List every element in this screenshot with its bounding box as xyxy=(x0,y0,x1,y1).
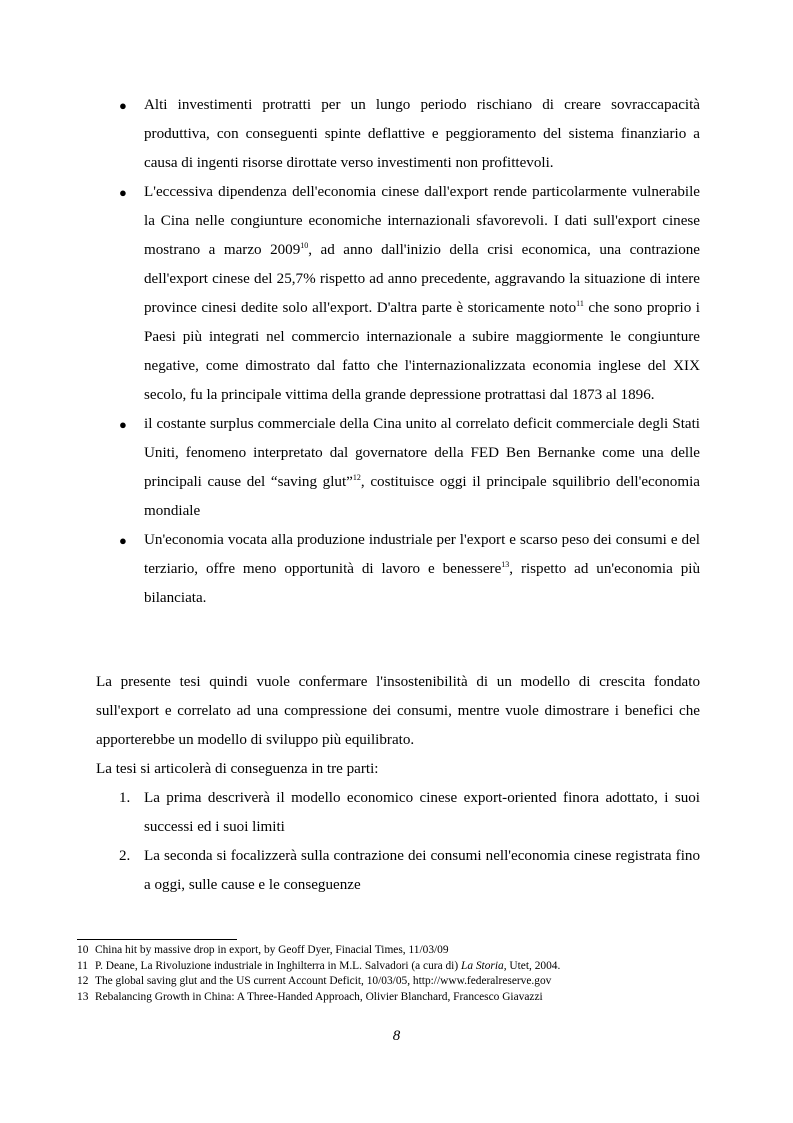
list-number: 2. xyxy=(119,848,131,864)
bullet-text: , costituisce oggi il principale squilibrio dell'economia mondiale xyxy=(144,474,700,519)
footnote-number: 10 xyxy=(77,944,89,956)
footnote-number: 12 xyxy=(77,975,89,988)
bullet-text: L'eccessiva dipendenza dell'economia cinese dall'export rende particolarmente vulnerabile la Cina nelle congiunture economiche internazionali sfavorevoli. I dati sull'export cinese mostrano a marzo 2009 xyxy=(144,184,700,258)
footnote xyxy=(77,990,717,1006)
footnote-text: Rebalancing Growth in China: A Three-Handed Approach, Olivier Blanchard, Francesco Giavazzi xyxy=(95,990,543,1003)
bullet-text: Un'economia vocata alla produzione industriale per l'export e scarso peso dei consumi e del terziario, offre meno opportunità di lavoro e benessere xyxy=(144,532,700,577)
footnote xyxy=(77,959,717,975)
footnote-number: 13 xyxy=(77,990,89,1003)
list-item xyxy=(119,784,700,842)
list-item xyxy=(119,91,700,178)
bullet-icon: ● xyxy=(119,533,127,548)
list-item-text: La seconda si focalizzerà sulla contrazione dei consumi nell'economia cinese registrata fino a oggi, sulle cause e le conseguenze xyxy=(144,848,700,893)
bullet-text: , rispetto ad un'economia più bilanciata. xyxy=(144,561,700,606)
footnote xyxy=(77,943,717,959)
bullet-text: Alti investimenti protratti per un lungo periodo rischiano di creare sovraccapacità produttiva, con conseguenti spinte deflattive e peggioramento del sistema finanziario a causa di ingenti risorse dirottate verso investimenti non profittevoli. xyxy=(144,97,700,171)
list-item xyxy=(119,178,701,410)
numbered-list xyxy=(119,784,700,900)
list-item-text: La prima descriverà il modello economico cinese export-oriented finora adottato, i suoi successi ed i suoi limiti xyxy=(144,790,700,835)
footnote-text: , Utet, 2004. xyxy=(503,959,561,972)
bullet-icon: ● xyxy=(119,185,127,200)
bullet-text: , ad anno dall'inizio della crisi economica, una contrazione dell'export cinese del 25,7% rispetto ad anno precedente, aggravando la situazione di intere province cinesi dedite solo all'export. D'altra parte è storicamente noto xyxy=(144,242,701,316)
footnotes xyxy=(77,943,717,1005)
footnote-italic-title: La Storia xyxy=(460,959,504,972)
body-paragraph: La presente tesi quindi vuole confermare l'insostenibilità di un modello di crescita fondato sull'export e correlato ad una compressione dei consumi, mentre vuole dimostrare i benefici che apporterebbe un modello di sviluppo più equilibrato. xyxy=(96,674,700,748)
footnote xyxy=(77,974,717,990)
bullet-icon: ● xyxy=(119,98,127,113)
bullet-icon: ● xyxy=(119,417,127,432)
footnote-text: P. Deane, La Rivoluzione industriale in Inghilterra in M.L. Salvadori (a cura di) xyxy=(95,959,461,972)
list-item xyxy=(119,410,700,526)
list-item xyxy=(119,526,700,613)
footnote-separator xyxy=(77,939,237,940)
bullet-list xyxy=(119,91,701,613)
footnote-ref[interactable]: 11 xyxy=(576,298,584,308)
body-paragraph: La tesi si articolerà di conseguenza in tre parti: xyxy=(96,761,379,777)
footnote-number: 11 xyxy=(77,959,88,972)
footnote-text: The global saving glut and the US current Account Deficit, 10/03/05, http://www.federalreserve.gov xyxy=(95,975,552,988)
list-item xyxy=(119,842,700,900)
list-number: 1. xyxy=(119,790,131,806)
footnote-ref[interactable]: 12 xyxy=(352,472,361,482)
footnote-ref[interactable]: 10 xyxy=(300,240,309,250)
bullet-text: il costante surplus commerciale della Cina unito al correlato deficit commerciale degli Stati Uniti, fenomeno interpretato dal governatore della FED Ben Bernanke come una delle principali cause del “saving glut” xyxy=(144,416,700,490)
footnote-ref[interactable]: 13 xyxy=(501,559,510,569)
footnote-text: China hit by massive drop in export, by Geoff Dyer, Finacial Times, 11/03/09 xyxy=(95,944,449,956)
page-number: 8 xyxy=(392,1028,401,1044)
bullet-text: che sono proprio i Paesi più integrati nel commercio internazionale a subire maggiormente le congiunture negative, come dimostrato dal fatto che l'internazionalizzata economia inglese del XIX secolo, fu la principale vittima della grande depressione protrattasi dal 1873 al 1896. xyxy=(144,300,700,403)
